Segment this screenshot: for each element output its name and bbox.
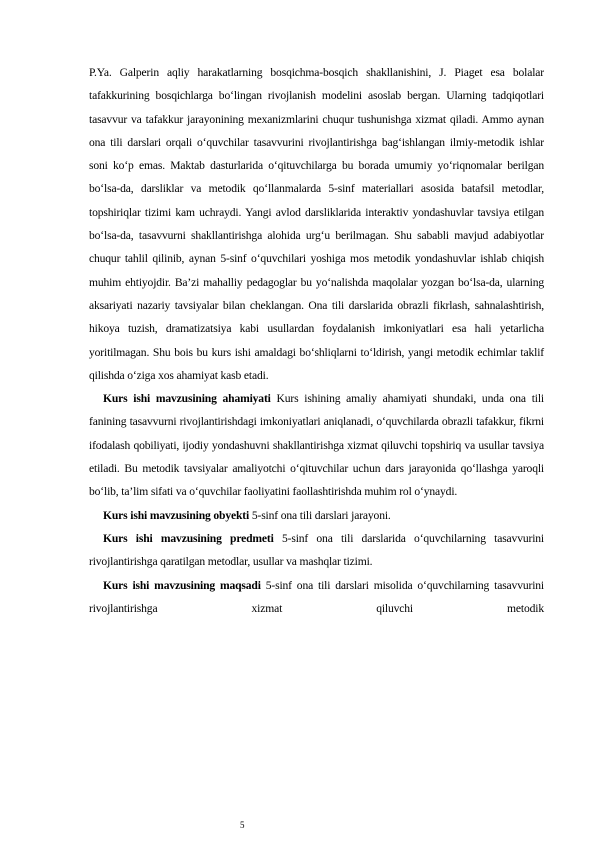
paragraph-text: 5-sinf ona tili darslarida o‘quvchilarning tasavvurini rivojlantirishga qaratilgan metodlar, usullar va mashqlar tizimi. <box>89 531 544 569</box>
document-page <box>89 61 544 620</box>
page-number: 5 <box>240 820 245 830</box>
paragraph-relevance <box>89 387 544 503</box>
paragraph-heading: Kurs ishi mavzusining ahamiyati <box>103 392 271 406</box>
paragraph-text: 5-sinf ona tili darslari jarayoni. <box>249 508 391 522</box>
paragraph-text: 5-sinf ona tili darslari misolida o‘quvchilarning tasavvurini rivojlantirishga xizmat qiluvchi metodik <box>89 578 544 615</box>
paragraph-literature-review <box>89 61 544 387</box>
paragraph-heading: Kurs ishi mavzusining maqsadi <box>103 578 261 592</box>
paragraph-heading: Kurs ishi mavzusining predmeti <box>103 531 274 545</box>
paragraph-goal <box>89 574 544 621</box>
paragraph-text: Kurs ishining amaliy ahamiyati shundaki, unda ona tili fanining tasavvurni rivojlantirishdagi imkoniyatlari aniqlanadi, o‘quvchilarda obrazli tafakkur, fikrni ifodalash qobiliyati, ijodiy yondashuvni shakllantirishga xizmat qiluvchi topshiriq va usullar tavsiya etiladi. Bu metodik tavsiyalar amaliyotchi o‘qituvchilar uchun dars jarayonida qo‘llashga yaroqli bo‘lib, ta’lim sifati va o‘quvchilar faoliyatini faollashtirishda muhim rol o‘ynaydi. <box>89 392 544 499</box>
paragraph-text: P.Ya. Galperin aqliy harakatlarning bosqichma-bosqich shakllanishini, J. Piaget esa bolalar tafakkurining bosqichlarga bo‘lingan rivojlanish modelini asoslab bergan. Ularning tadqiqotlari tasavvur va tafakkur jarayonining mexanizmlarini chuqur tushunishga xizmat qiladi. Ammo aynan ona tili darslari orqali o‘quvchilar tasavvurini rivojlantirishga bag‘ishlangan ilmiy-metodik ishlar soni ko‘p emas. Maktab dasturlarida o‘qituvchilarga bu borada umumiy yo‘riqnomalar berilgan bo‘lsa-da, darsliklar va metodik qo‘llanmalarda 5-sinf materiallari asosida batafsil metodlar, topshiriqlar tizimi kam uchraydi. Yangi avlod darsliklarida interaktiv yondashuvlar tavsiya etilgan bo‘lsa-da, tasavvurni shakllantirishga alohida urg‘u berilmagan. Shu sababli mavjud adabiyotlar chuqur tahlil qilinib, aynan 5-sinf o‘quvchilari yoshiga mos metodik yondashuvlar ishlab chiqish muhim ehtiyojdir. Ba’zi mahalliy pedagoglar bu yo‘nalishda maqolalar yozgan bo‘lsa-da, ularning aksariyati nazariy tavsiyalar bilan cheklangan. Ona tili darslarida obrazli fikrlash, sahnalashtirish, hikoya tuzish, dramatizatsiya kabi usullardan foydalanish imkoniyatlari esa hali yetarlicha yoritilmagan. Shu bois bu kurs ishi amaldagi bo‘shliqlarni to‘ldirish, yangi metodik echimlar taklif qilishda o‘ziga xos ahamiyat kasb etadi. <box>89 66 544 382</box>
paragraph-object <box>89 504 544 527</box>
paragraph-heading: Kurs ishi mavzusining obyekti <box>103 508 250 522</box>
paragraph-subject <box>89 527 544 574</box>
